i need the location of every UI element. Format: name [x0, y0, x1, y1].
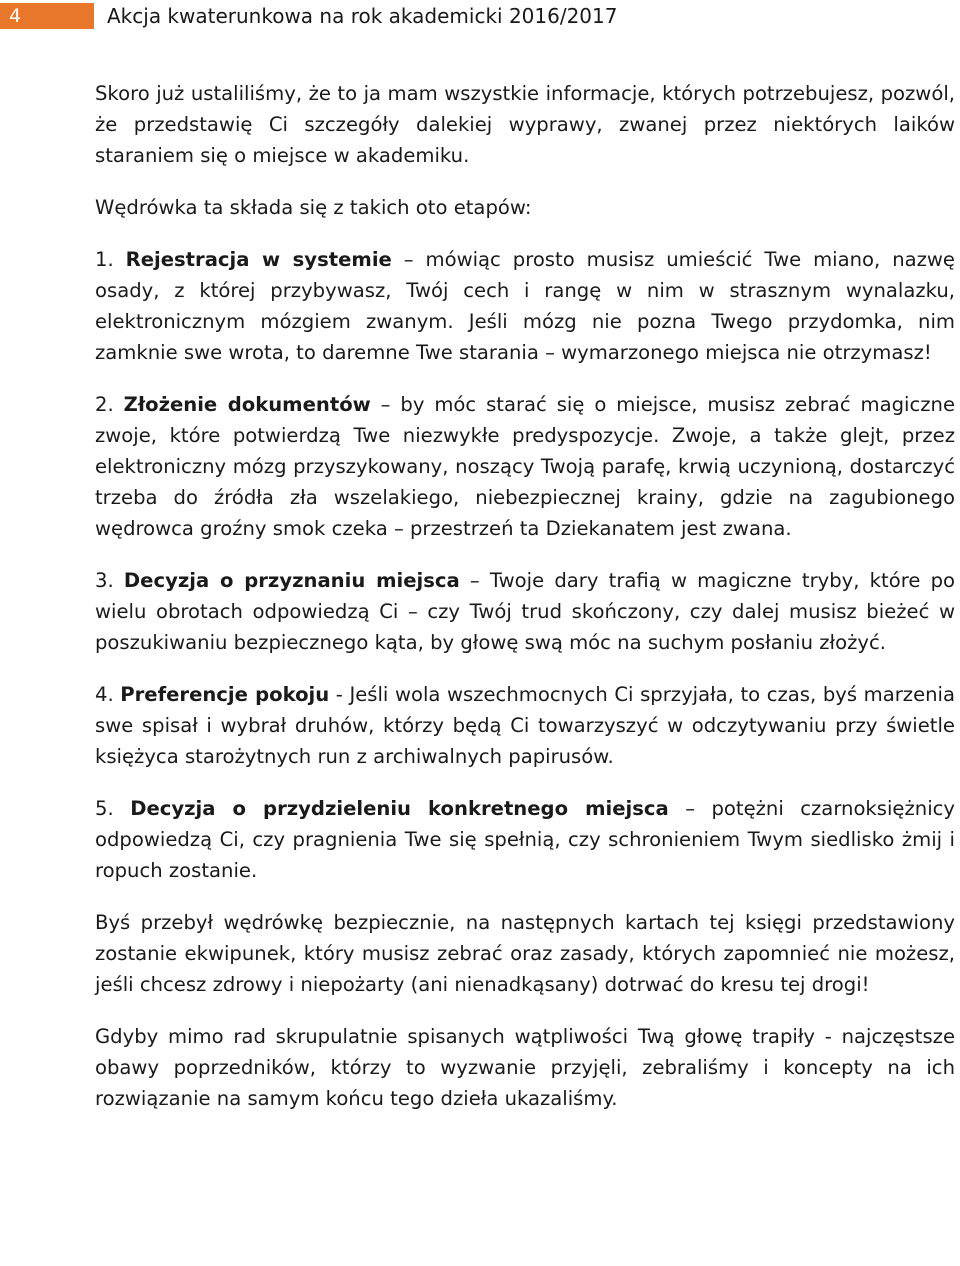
- step-4: [95, 679, 955, 772]
- step-title: Preferencje pokoju: [120, 683, 330, 706]
- step-text: - Jeśli wola wszechmocnych Ci sprzyjała, to czas, byś marzenia swe spisał i wybrał druhów, którzy będą Ci towarzyszyć w odczytywaniu przy świetle księżyca starożytnych run z archiwalnych papirusów.: [95, 683, 955, 768]
- step-text: – by móc starać się o miejsce, musisz zebrać magiczne zwoje, które potwierdzą Twe niezwykłe predyspozycje. Zwoje, a także glejt, przez elektroniczny mózg przyszykowany, noszący Twoją parafę, krwią uczynioną, dostarczyć trzeba do źródła zła wszelakiego, niebezpiecznej krainy, gdzie na zagubionego wędrowca groźny smok czeka – przestrzeń ta Dziekanatem jest zwana.: [95, 393, 955, 540]
- step-number: 3.: [95, 569, 114, 592]
- step-5: [95, 793, 955, 886]
- step-text: – Twoje dary trafią w magiczne tryby, które po wielu obrotach odpowiedzą Ci – czy Twój trud skończony, czy dalej musisz bieżeć w poszukiwaniu bezpiecznego kąta, by głowę swą móc na suchym posłaniu złożyć.: [95, 569, 955, 654]
- step-2: [95, 389, 955, 544]
- step-title: Decyzja o przyznaniu miejsca: [123, 569, 460, 592]
- step-title: Rejestracja w systemie: [125, 248, 392, 271]
- step-title: Decyzja o przydzieleniu konkretnego miejsca: [130, 797, 669, 820]
- page-header: [0, 0, 960, 32]
- step-text: – potężni czarnoksiężnicy odpowiedzą Ci, czy pragnienia Twe się spełnią, czy schronieniem Twym siedlisko żmij i ropuch zostanie.: [95, 797, 956, 882]
- stages-lead: Wędrówka ta składa się z takich oto etapów:: [95, 196, 532, 219]
- step-number: 4.: [95, 683, 114, 706]
- intro-paragraph: Skoro już ustaliliśmy, że to ja mam wszystkie informacje, których potrzebujesz, pozwól, że przedstawię Ci szczegóły dalekiej wyprawy, zwanej przez niektórych laików staraniem się o miejsce w akademiku.: [95, 82, 955, 167]
- step-number: 2.: [95, 393, 114, 416]
- step-3: [95, 565, 955, 658]
- step-1: [95, 244, 955, 368]
- closing-paragraph-2: Gdyby mimo rad skrupulatnie spisanych wątpliwości Twą głowę trapiły - najczęstsze obawy poprzedników, którzy to wyzwanie przyjęli, zebraliśmy i koncepty na ich rozwiązanie na samym końcu tego dzieła ukazaliśmy.: [95, 1025, 955, 1110]
- step-number: 5.: [95, 797, 114, 820]
- step-title: Złożenie dokumentów: [123, 393, 371, 416]
- closing-paragraph-1: Byś przebył wędrówkę bezpiecznie, na następnych kartach tej księgi przedstawiony zostanie ekwipunek, który musisz zebrać oraz zasady, których zapomnieć nie możesz, jeśli chcesz zdrowy i niepożarty (ani nienadkąsany) dotrwać do kresu tej drogi!: [95, 911, 955, 996]
- running-title: Akcja kwaterunkowa na rok akademicki 2016/2017: [107, 4, 618, 28]
- document-body: [95, 78, 955, 1114]
- step-text: – mówiąc prosto musisz umieścić Twe miano, nazwę osady, z której przybywasz, Twój cech i rangę w nim w strasznym wynalazku, elektronicznym mózgiem zwanym. Jeśli mózg nie pozna Twego przydomka, nim zamknie swe wrota, to daremne Twe starania – wymarzonego miejsca nie otrzymasz!: [95, 248, 955, 364]
- step-number: 1.: [95, 248, 114, 271]
- page-number: 4: [0, 3, 94, 29]
